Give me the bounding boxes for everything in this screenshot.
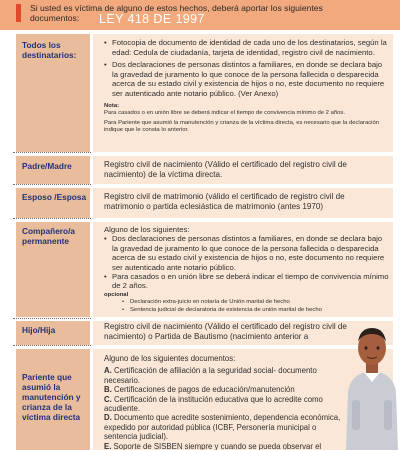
label-esposo-esposa: Esposo /Esposa [22, 192, 87, 202]
person-illustration [344, 322, 400, 450]
note-text: Para casados o en unión libre se deberá indicar el tiempo de convivencia mínimo de 2 años. [104, 110, 346, 117]
content-padre-madre: Registro civil de nacimiento (Válido el certificado del registro civil de nacimiento) de la víctima directa. [104, 160, 347, 179]
content-hijo-hija: Registro civil de nacimiento (Válido el certificado del registro civil de nacimiento) o Partida de Bautismo (nacimiento anterior a [104, 322, 347, 341]
optional-label: opcional [104, 291, 129, 298]
item-text: Documento que acredite sostenimiento, dependencia económica, expedido por autoridad pública (ICBF, Personería municipal o sentencia judicial). [104, 413, 341, 442]
header-line-1: Si usted es víctima de alguno de estos hechos, deberá aportar los siguientes [30, 3, 323, 13]
item-key: E. [104, 441, 112, 450]
list-item: • Dos declaraciones de personas distintos a familiares, en donde se declara bajo la gravedad de juramento lo que conoce de la persona fallecida o desparecida acerca de su estado civil y existencia de hijos o no, este documento no requiere ser autenticado ante notario público. [104, 234, 390, 272]
item-text: Certificaciones de pagos de educación/manutención [113, 385, 295, 395]
item-key: B. [104, 385, 112, 395]
label-hijo-hija: Hijo/Hija [22, 325, 56, 335]
header-line-2: documentos: [30, 13, 80, 23]
row-divider [13, 345, 91, 348]
list-item [104, 366, 344, 385]
item-text: Soporte de SISBEN siempre y cuando se pueda observar el [113, 441, 322, 450]
content-destinatarios [104, 38, 390, 135]
item-key: C. [104, 394, 112, 404]
list-item: • Para casados o en unión libre se deberá indicar el tiempo de convivencia mínimo de 2 años. [104, 272, 390, 291]
list-item [104, 385, 344, 394]
note-label: Nota: [104, 102, 120, 109]
item-text: Certificación de afiliación a la seguridad social- documento necesario. [104, 366, 317, 385]
list-item [104, 442, 344, 450]
list-intro: Alguno de los siguientes documentos: [104, 354, 236, 363]
content-pariente [104, 354, 344, 450]
list-item [104, 413, 344, 441]
page-header [0, 0, 400, 30]
law-title: LEY 418 DE 1997 [99, 12, 205, 26]
label-destinatarios: Todos los destinatarios: [22, 40, 77, 60]
row-divider [13, 184, 91, 187]
accent-bar [16, 4, 21, 22]
row-divider [13, 218, 91, 221]
list-item: • Dos declaraciones de personas distintos a familiares, en donde se declara bajo la gravedad de juramento lo que conoce de la persona fallecida o desparecida acerca de su estado civil y existencia de hijos o no, este documento no requiere ser autenticado ante notario público. (Ver Anexo) [104, 60, 390, 98]
content-esposo-esposa: Registro civil de matrimonio (válido el certificado de registro civil de matrimonio o partida eclesiástica de matrimonio (antes 1970) [104, 192, 345, 211]
note-text: Para Pariente que asumió la manutención y crianza de la víctima directa, es necesario que la declaración indique que le consta lo anterior. [104, 119, 380, 134]
label-companero-permanente: Compañero/a permanente [22, 226, 76, 246]
list-item [104, 395, 344, 414]
label-pariente: Pariente que asumió la manutención y crianza de la víctima directa [22, 372, 81, 422]
item-key: A. [104, 366, 112, 376]
content-companero [104, 225, 390, 314]
list-item: • Fotocopia de documento de identidad de cada uno de los destinatarios, según la edad: Cedula de ciudadanía, tarjeta de identidad, registro civil de nacimiento. [104, 38, 390, 57]
row-divider [13, 152, 91, 155]
label-padre-madre: Padre/Madre [22, 161, 72, 171]
list-intro: Alguno de los siguientes: [104, 225, 190, 234]
item-text: Certificación de la institución educativa que lo acredite como acudiente. [104, 394, 323, 414]
list-item: • Sentencia judicial de declaratoria de existencia de unión marital de hecho [122, 307, 390, 315]
list-item: • Declaración extra-juicio en notaría de Unión marital de hecho [122, 299, 390, 307]
item-key: D. [104, 413, 112, 423]
